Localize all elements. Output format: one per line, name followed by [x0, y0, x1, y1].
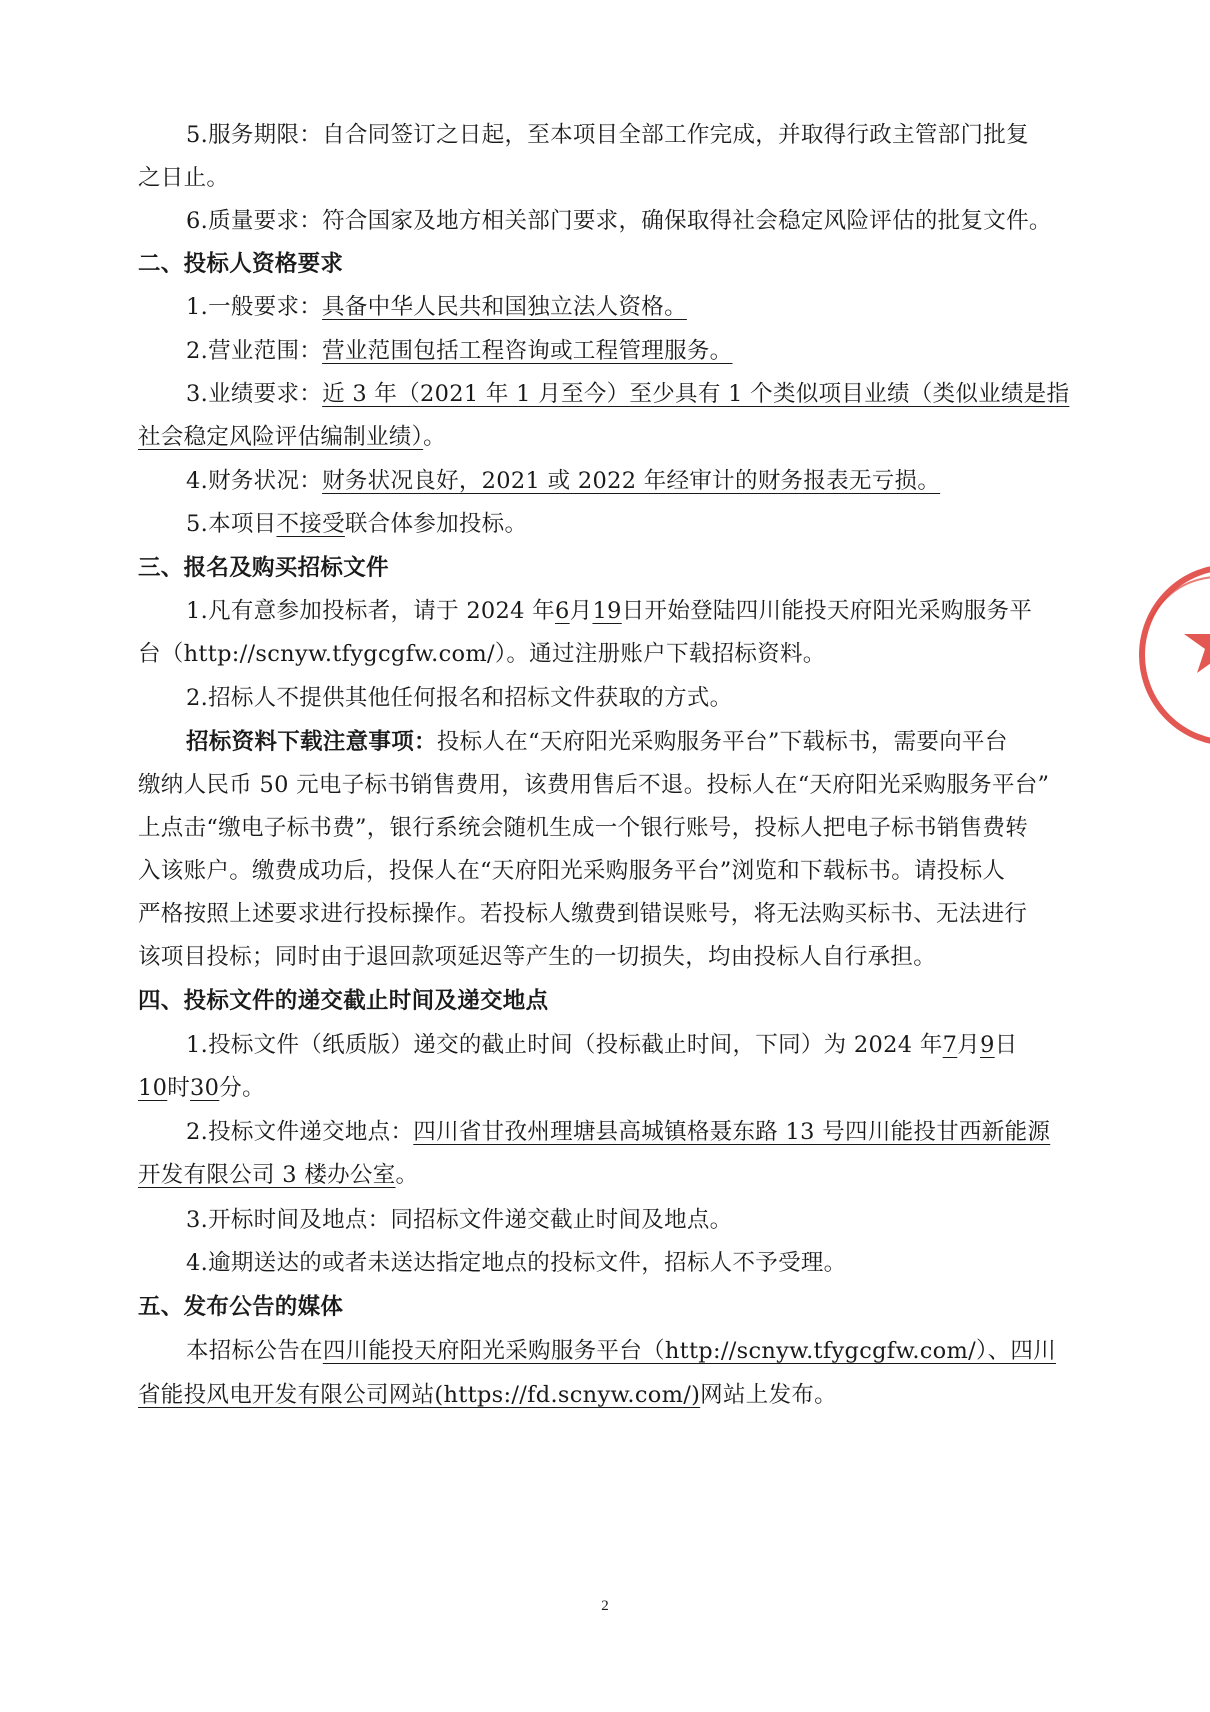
qualification-consortium-value: 不接受	[276, 511, 345, 537]
registration-text: 1.凡有意参加投标者，请于 2024 年	[186, 598, 556, 624]
qualification-consortium-post: 联合体参加投标。	[344, 511, 528, 537]
registration-text-post: 日开始登陆四川能投天府阳光采购服务平	[621, 598, 1033, 624]
qualification-performance-label: 3.业绩要求：	[186, 381, 323, 407]
qualification-finance	[186, 466, 1098, 496]
qualification-consortium	[186, 509, 1098, 539]
quality-requirement: 6.质量要求：符合国家及地方相关部门要求，确保取得社会稳定风险评估的批复文件。	[186, 208, 1052, 234]
download-notice-line-1	[186, 727, 1098, 757]
download-notice-text-1: 投标人在“天府阳光采购服务平台”下载标书，需要向平台	[436, 729, 1008, 755]
registration-no-other-method: 2.招标人不提供其他任何报名和招标文件获取的方式。	[186, 685, 733, 711]
service-period-line-1: 5.服务期限：自合同签订之日起，至本项目全部工作完成，并取得行政主管部门批复	[186, 122, 1029, 148]
media-value-2: 省能投风电开发有限公司网站(https://fd.scnyw.com/)	[138, 1382, 701, 1408]
section-heading-submission: 四、投标文件的递交截止时间及递交地点	[138, 988, 549, 1014]
qualification-general-label: 1.一般要求：	[186, 294, 323, 320]
submission-minute-unit: 分。	[219, 1075, 265, 1101]
download-notice-line-5: 严格按照上述要求进行投标操作。若投标人缴费到错误账号，将无法购买标书、无法进行	[138, 901, 1028, 927]
submission-deadline-line-2	[138, 1073, 1098, 1103]
media-text: 本招标公告在	[186, 1338, 323, 1364]
registration-month: 6	[555, 598, 570, 624]
qualification-general-value: 具备中华人民共和国独立法人资格。	[322, 294, 687, 320]
submission-location-line-1	[186, 1117, 1098, 1147]
official-seal	[1120, 560, 1210, 800]
qualification-performance-value-2: 社会稳定风险评估编制业绩）	[138, 424, 424, 450]
submission-location-value-2: 开发有限公司 3 楼办公室	[138, 1162, 396, 1188]
section-heading-media: 五、发布公告的媒体	[138, 1294, 344, 1320]
qualification-scope-value: 营业范围包括工程咨询或工程管理服务。	[322, 338, 733, 364]
bid-opening: 3.开标时间及地点：同招标文件递交截止时间及地点。	[186, 1207, 733, 1233]
submission-day-unit: 日	[994, 1032, 1018, 1058]
qualification-performance-value-1: 近 3 年（2021 年 1 月至今）至少具有 1 个类似项目业绩（类似业绩是指	[322, 381, 1070, 407]
submission-location-line-2	[138, 1160, 1098, 1190]
qualification-general	[186, 292, 1098, 322]
submission-hour-unit: 时	[167, 1075, 191, 1101]
qualification-scope	[186, 336, 1098, 366]
download-notice-line-3: 上点击“缴电子标书费”，银行系统会随机生成一个银行账号，投标人把电子标书销售费转	[138, 815, 1029, 841]
qualification-finance-value: 财务状况良好，2021 或 2022 年经审计的财务报表无亏损。	[322, 468, 941, 494]
download-notice-line-2: 缴纳人民币 50 元电子标书销售费用，该费用售后不退。投标人在“天府阳光采购服务平台”	[138, 772, 1050, 798]
media-value-1: 四川能投天府阳光采购服务平台（http://scnyw.tfygcgfw.com/）、四川	[322, 1338, 1056, 1364]
registration-line-1	[186, 596, 1098, 626]
download-notice-line-6: 该项目投标；同时由于退回款项延迟等产生的一切损失，均由投标人自行承担。	[138, 944, 937, 970]
registration-month-unit: 月	[569, 598, 593, 624]
registration-line-2: 台（http://scnyw.tfygcgfw.com/）。通过注册账户下载招标资料。	[138, 641, 826, 667]
qualification-performance-end: 。	[423, 424, 446, 450]
registration-day: 19	[592, 598, 622, 624]
media-line-2	[138, 1380, 1098, 1410]
submission-deadline-line-1	[186, 1030, 1098, 1060]
submission-deadline-text: 1.投标文件（纸质版）递交的截止时间（投标截止时间，下同）为 2024 年	[186, 1032, 943, 1058]
submission-location-value-1: 四川省甘孜州理塘县高城镇格聂东路 13 号四川能投甘西新能源	[413, 1119, 1051, 1145]
service-period-line-2: 之日止。	[138, 165, 230, 191]
qualification-consortium-pre: 5.本项目	[186, 511, 277, 537]
submission-day: 9	[980, 1032, 995, 1058]
submission-hour: 10	[138, 1075, 168, 1101]
late-submission: 4.逾期送达的或者未送达指定地点的投标文件，招标人不予受理。	[186, 1250, 847, 1276]
submission-minute: 30	[190, 1075, 220, 1101]
section-heading-qualifications: 二、投标人资格要求	[138, 251, 344, 277]
page-number: 2	[601, 1598, 609, 1614]
section-heading-registration: 三、报名及购买招标文件	[138, 555, 389, 581]
submission-month-unit: 月	[957, 1032, 981, 1058]
qualification-performance-line-1	[186, 379, 1098, 409]
download-notice-label: 招标资料下载注意事项：	[186, 729, 437, 755]
media-line-1	[186, 1336, 1098, 1366]
qualification-finance-label: 4.财务状况：	[186, 468, 323, 494]
submission-month: 7	[942, 1032, 958, 1058]
submission-location-label: 2.投标文件递交地点：	[186, 1119, 414, 1145]
qualification-performance-line-2	[138, 422, 1098, 452]
qualification-scope-label: 2.营业范围：	[186, 338, 323, 364]
submission-location-end: 。	[395, 1162, 419, 1188]
download-notice-line-4: 入该账户。缴费成功后，投保人在“天府阳光采购服务平台”浏览和下载标书。请投标人	[138, 858, 1006, 884]
media-post: 网站上发布。	[700, 1382, 837, 1408]
